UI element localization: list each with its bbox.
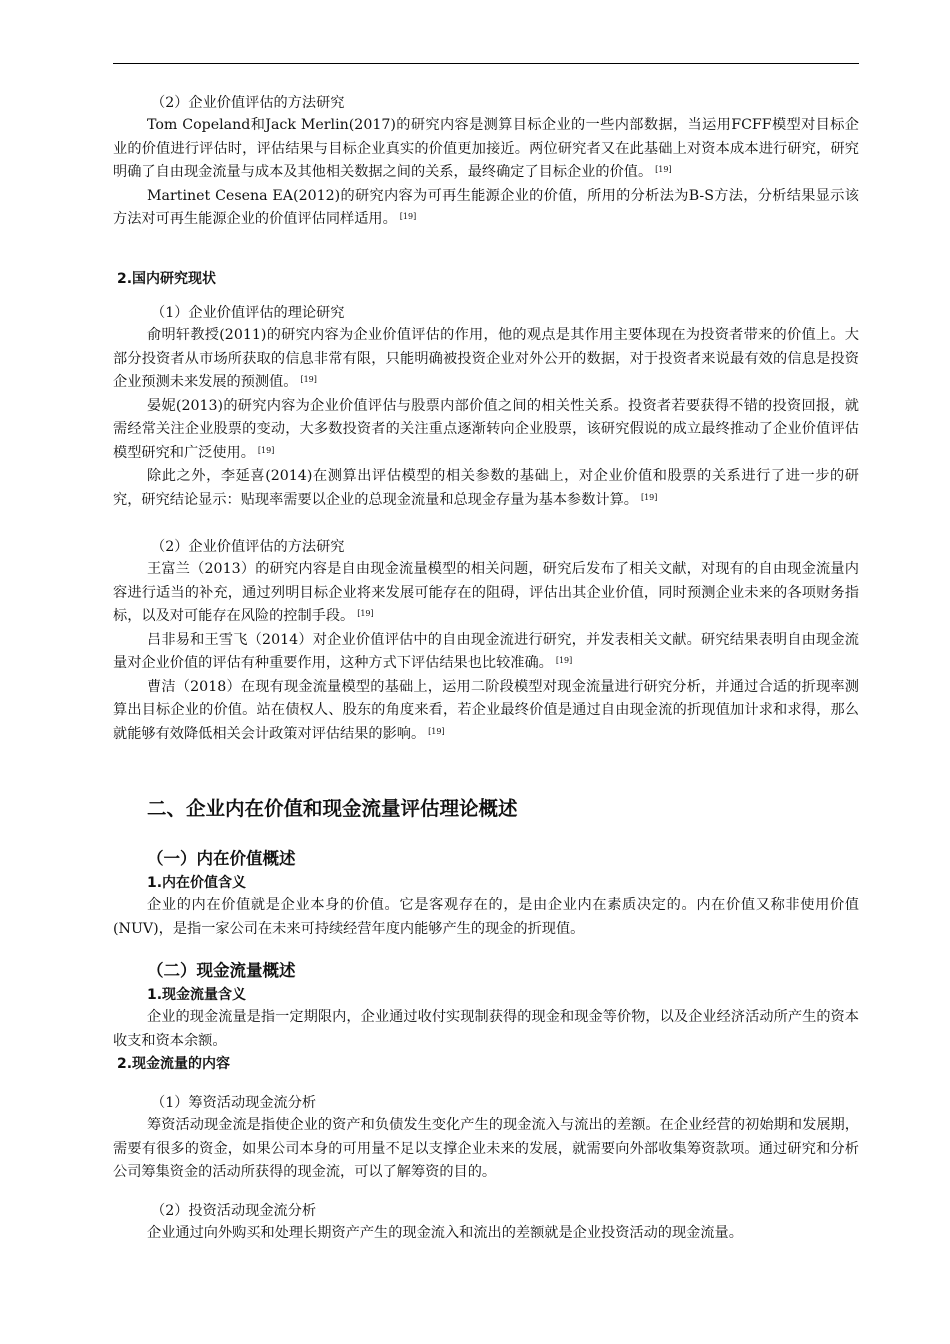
section-domestic-research: [113, 268, 859, 290]
section-financing-cash-flow: [113, 1092, 859, 1185]
paragraph-yu: 俞明轩教授(2011)的研究内容为企业价值评估的作用，他的观点是其作用主要体现在为投资者带来的价值上。大部分投资者从市场所获取的信息非常有限，只能明确被投资企业对外公开的数据，对于投资者来说最有效的信息是投资企业预测未来发展的预测值。 [19]: [113, 327, 859, 390]
chapter-title: 二、企业内在价值和现金流量评估理论概述: [147, 797, 518, 820]
subheading-domestic-methods: （2）企业价值评估的方法研究: [151, 539, 345, 555]
citation-marker: [19]: [300, 375, 317, 384]
citation-marker: [19]: [399, 212, 417, 221]
citation-marker: [19]: [357, 609, 374, 618]
paragraph-li: 除此之外，李延喜(2014)在测算出评估模型的相关参数的基础上，对企业价值和股票的关系进行了进一步的研究，研究结论显示：贴现率需要以企业的总现金流量和总现金存量为基本参数计算。 [19]: [113, 468, 859, 508]
section-foreign-methods: [113, 92, 859, 232]
section-investing-cash-flow: [113, 1200, 859, 1246]
section-intrinsic-value: [113, 846, 859, 941]
section-domestic-theory: [113, 302, 859, 512]
chapter-two-title-block: [113, 795, 859, 823]
subheading-intrinsic-meaning: 1.内在价值含义: [147, 875, 247, 891]
section-heading-intrinsic: （一）内在价值概述: [147, 849, 296, 868]
paragraph-cao: 曹洁（2018）在现有现金流量模型的基础上，运用二阶段模型对现金流量进行研究分析，并通过合适的折现率测算出目标企业的价值。站在债权人、股东的角度来看，若企业最终价值是通过自由现金流的折现值加计求和求得，那么就能够有效降低相关会计政策对评估结果的影响。 [19]: [113, 678, 859, 742]
subheading-cash-flow-content: 2.现金流量的内容: [117, 1056, 231, 1072]
subheading-financing: （1）筹资活动现金流分析: [151, 1095, 317, 1111]
header-rule: [113, 63, 859, 64]
paragraph-wang: 王富兰（2013）的研究内容是自由现金流量模型的相关问题，研究后发布了相关文献，对现有的自由现金流量内容进行适当的补充，通过列明目标企业将来发展可能存在的阻碍，评估出其企业价值，同时预测企业未来的各项财务指标，以及对可能存在风险的控制手段。 [19]: [113, 561, 859, 624]
paragraph-martinet: Martinet Cesena EA(2012)的研究内容为可再生能源企业的价值，所用的分析法为B-S方法，分析结果显示该方法对可再生能源企业的价值评估同样适用。 [19]: [113, 187, 859, 227]
paragraph-intrinsic: 企业的内在价值就是企业本身的价值。它是客观存在的，是由企业内在素质决定的。内在价值又称非使用价值(NUV)，是指一家公司在未来可持续经营年度内能够产生的现金的折现值。: [113, 897, 859, 937]
paragraph-investing: 企业通过向外购买和处理长期资产产生的现金流入和流出的差额就是企业投资活动的现金流量。: [147, 1225, 743, 1241]
section-domestic-methods: [113, 536, 859, 746]
heading-domestic-research: 2.国内研究现状: [117, 271, 217, 287]
paragraph-yan: 晏妮(2013)的研究内容为企业价值评估与股票内部价值之间的相关性关系。投资者若要获得不错的投资回报，就需经常关注企业股票的变动，大多数投资者的关注重点逐渐转向企业股票，该研究假说的成立最终推动了企业价值评估模型研究和广泛使用。 [19]: [113, 397, 859, 461]
section-cash-flow: [113, 958, 859, 1075]
citation-marker: [19]: [428, 726, 445, 736]
citation-marker: [19]: [655, 165, 672, 174]
citation-marker: [19]: [555, 656, 573, 665]
section-heading-cash-flow: （二）现金流量概述: [147, 961, 296, 980]
citation-marker: [19]: [257, 445, 275, 455]
subheading-foreign-methods: （2）企业价值评估的方法研究: [151, 95, 345, 111]
paragraph-lv: 吕非易和王雪飞（2014）对企业价值评估中的自由现金流进行研究，并发表相关文献。研究结果表明自由现金流量对企业价值的评估有种重要作用，这种方式下评估结果也比较准确。 [19]: [113, 631, 859, 671]
paragraph-copeland: Tom Copeland和Jack Merlin(2017)的研究内容是测算目标企业的一些内部数据，当运用FCFF模型对目标企业的价值进行评估时，评估结果与目标企业真实的价值更加接近。两位研究者又在此基础上对资本成本进行研究，研究明确了自由现金流量与成本及其他相关数据之间的关系，最终确定了目标企业的价值。 [19]: [113, 117, 859, 180]
subheading-investing: （2）投资活动现金流分析: [151, 1203, 317, 1219]
subheading-domestic-theory: （1）企业价值评估的理论研究: [151, 305, 345, 321]
paragraph-cash-flow-meaning: 企业的现金流量是指一定期限内，企业通过收付实现制获得的现金和现金等价物，以及企业经济活动所产生的资本收支和资本余额。: [113, 1009, 859, 1049]
subheading-cash-flow-meaning: 1.现金流量含义: [147, 987, 247, 1003]
citation-marker: [19]: [640, 492, 658, 502]
paragraph-financing: 筹资活动现金流是指使企业的资产和负债发生变化产生的现金流入与流出的差额。在企业经营的初始期和发展期，需要有很多的资金，如果公司本身的可用量不足以支撑企业未来的发展，就需要向外部收集筹资款项。通过研究和分析公司筹集资金的活动所获得的现金流，可以了解筹资的目的。: [113, 1117, 859, 1180]
